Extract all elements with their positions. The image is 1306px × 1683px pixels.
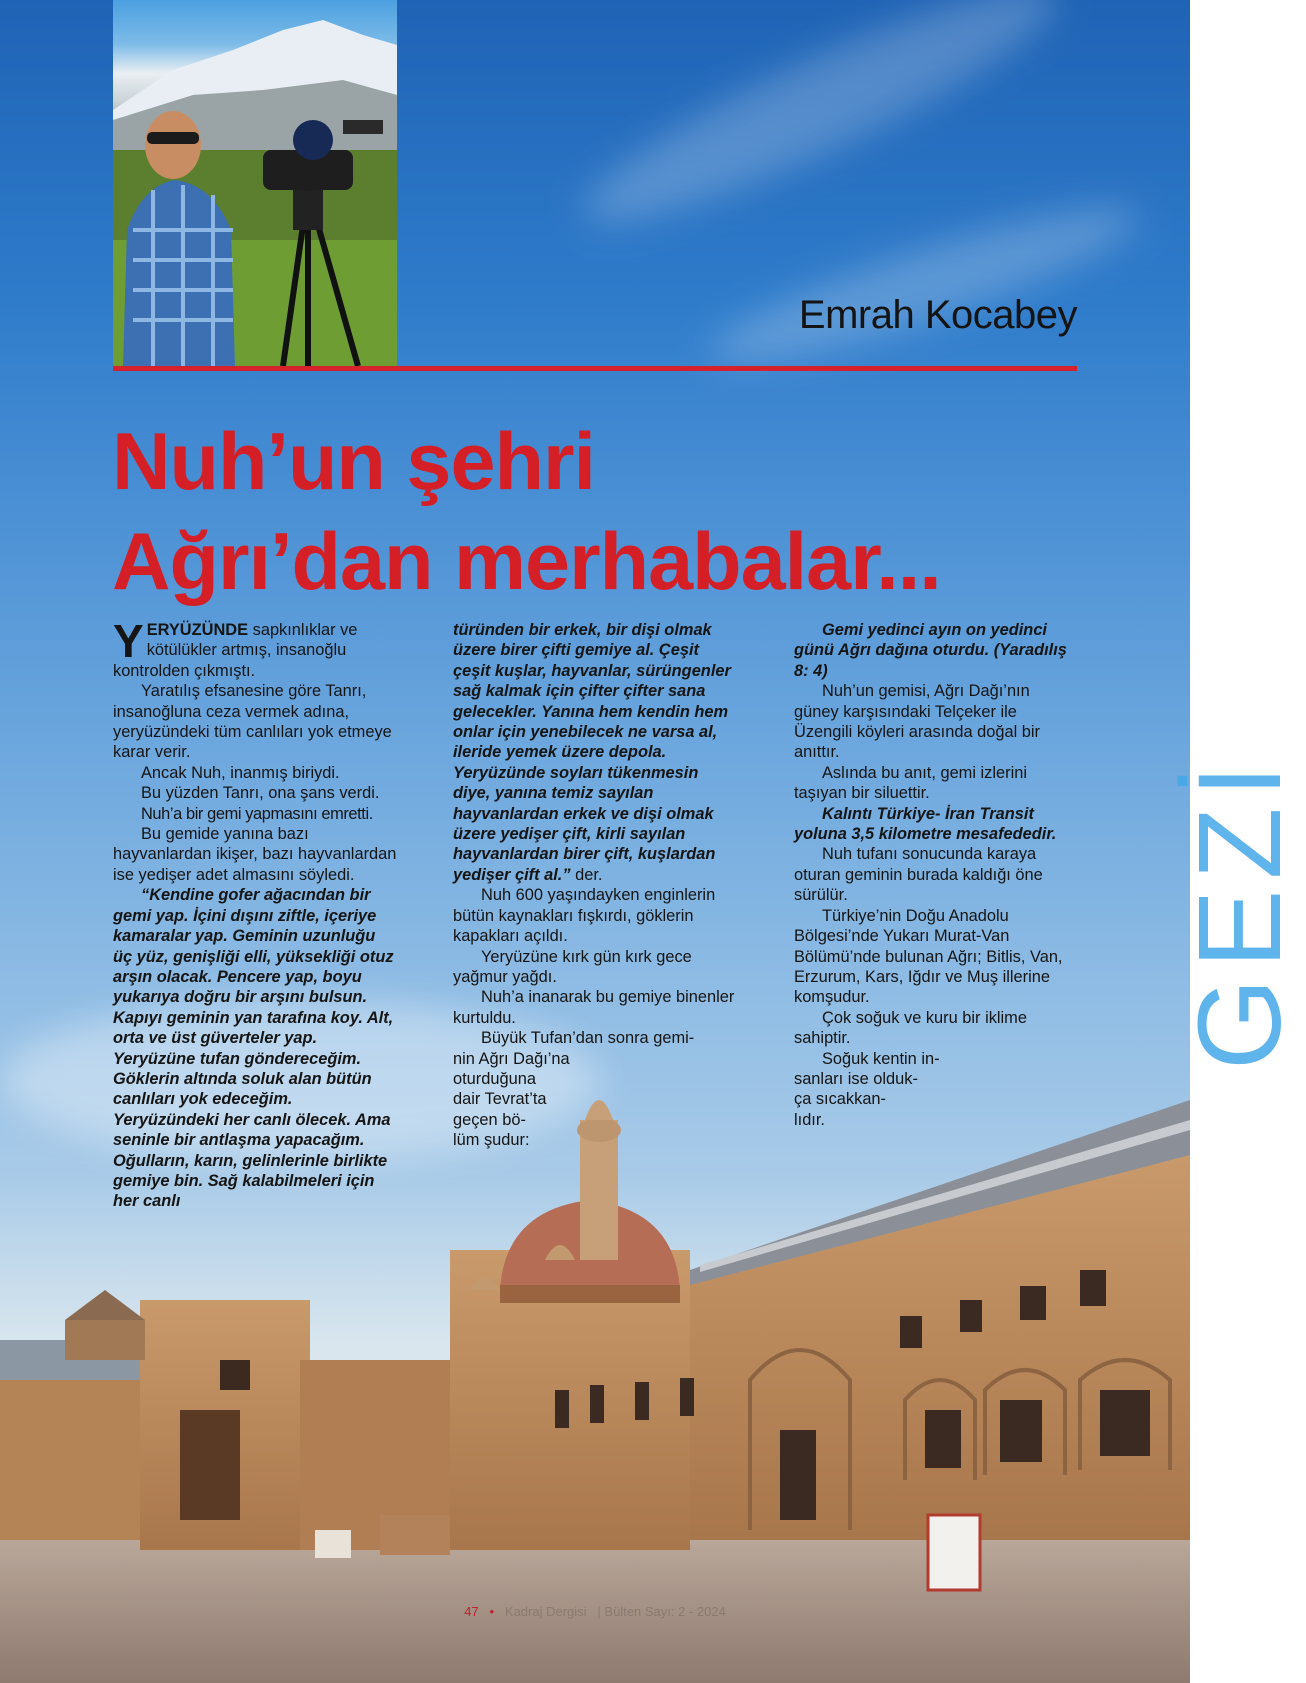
- paragraph-line: Büyük Tufan’dan sonra gemi-: [481, 1029, 695, 1048]
- paragraph: Çok soğuk ve kuru bir iklime sahiptir.: [794, 1008, 1027, 1048]
- footer-dot: •: [489, 1604, 495, 1619]
- lead-paragraph: [113, 615, 398, 681]
- author-name: Emrah Kocabey: [798, 293, 1077, 337]
- cloud-streak: [565, 0, 1074, 256]
- paragraph-line: Soğuk kentin in-: [822, 1049, 940, 1068]
- paragraph: Nuh 600 yaşındayken enginlerin bütün kaynakları fışkırdı, göklerin kapakları açıldı.: [453, 886, 716, 946]
- paragraph: Yeryüzüne kırk gün kırk gece yağmur yağdı.: [453, 947, 692, 986]
- paragraph-line: oturduğuna: [453, 1069, 536, 1088]
- quote-paragraph: Gemi yedinci ayın on yedinci günü Ağrı dağına oturdu. (Yaradılış 8: 4): [794, 621, 1067, 680]
- lead-text: sapkınlıklar ve kötülükler artmış, insanoğlu kontrolden çıkmıştı.: [113, 621, 358, 680]
- paragraph: Nuh tufanı sonucunda karaya oturan geminin burada kaldığı öne sürülür.: [794, 845, 1043, 905]
- paragraph: Kalıntı Türkiye- İran Transit yoluna 3,5 kilometre mesafededir.: [794, 804, 1057, 844]
- paragraph-line: nin Ağrı Dağı’na: [453, 1049, 570, 1068]
- page-number: 47: [464, 1604, 479, 1619]
- page-footer: [0, 1604, 1190, 1619]
- paragraph: Nuh’a bir gemi yapmasını emretti.: [141, 804, 373, 823]
- paragraph: Aslında bu anıt, gemi izlerini taşıyan bir siluettir.: [794, 763, 1027, 803]
- paragraph-line: geçen bö-: [453, 1110, 526, 1129]
- paragraph-line: sanları ise olduk-: [794, 1069, 918, 1088]
- quote-text: türünden bir erkek, bir dişi olmak üzere birer çifti gemiye al. Çeşit çeşit kuşlar, hayvanlar, sürüngenler sağ kalmak için çifter çifter sana gelecekler. Yanına hem kendin hem onlar için yenebilecek ne varsa al, ileride yemek üzere depola. Yeryüzünde soyları tükenmesin diye, yanına temiz sayılan hayvanlardan erkek ve dişi olmak üzere yedişer çift, kirli sayılan hayvanlardan birer çift, kuşlardan yedişer çift al.”: [453, 621, 731, 884]
- issue-info: | Bülten Sayı: 2 - 2024: [597, 1604, 726, 1619]
- paragraph: Ancak Nuh, inanmış biriydi.: [141, 763, 340, 782]
- paragraph-line: ça sıcakkan-: [794, 1090, 887, 1109]
- paragraph-line: lıdır.: [794, 1110, 825, 1129]
- lead-bold: ERYÜZÜNDE: [146, 621, 249, 639]
- header-rule: [113, 366, 1077, 371]
- quote-paragraph: [453, 620, 736, 885]
- quote-tail: der.: [570, 865, 603, 884]
- title-line-1: Nuh’un şehri: [112, 417, 596, 507]
- paragraph-line: dair Tevrat’ta: [453, 1090, 547, 1109]
- paragraph: Türkiye’nin Doğu Anadolu Bölgesi’nde Yukarı Murat-Van Bölümü’nde bulunan Ağrı; Bitlis, Van, Erzurum, Kars, Iğdır ve Muş illerine komşudur.: [794, 906, 1063, 1007]
- magazine-name: Kadraj Dergisi: [504, 1604, 587, 1619]
- paragraph: Nuh’un gemisi, Ağrı Dağı’nın güney karşısındaki Telçeker ile Üzengili köyleri arasında doğal bir anıttır.: [794, 682, 1040, 762]
- author-photo: [113, 0, 397, 366]
- article-title: [112, 412, 941, 612]
- paragraph: Nuh’a inanarak bu gemiye binenler kurtuldu.: [453, 988, 735, 1027]
- paragraph-line: lüm şudur:: [453, 1131, 530, 1150]
- section-label-text: GEZİ: [1174, 754, 1306, 1070]
- article-column-3: [794, 620, 1076, 1130]
- author-photo-image: [113, 0, 397, 366]
- paragraph: Bu gemide yanına bazı hayvanlardan ikişer, bazı hayvanlardan ise yedişer adet almasını söyledi.: [113, 825, 397, 884]
- cloud-streak: [700, 182, 1150, 388]
- section-label: [1080, 745, 1306, 1070]
- quote-paragraph: “Kendine gofer ağacından bir gemi yap. İçini dışını ziftle, içeriye kamaralar yap. Geminin uzunluğu üç yüz, genişliği elli, yüksekliği otuz arşın olacak. Pencere yap, boyu yukarıya doğru bir arşını bulsun. Kapıyı geminin yan tarafına koy. Alt, orta ve üst güverteler yap. Yeryüzüne tufan göndereceğim. Göklerin altında soluk alan bütün canlıları yok edeceğim. Yeryüzündeki her canlı ölecek. Ama seninle bir antlaşma yapacağım. Oğulların, karın, gelinlerinle birlikte gemiye bin. Sağ kalabilmeleri için her canlı: [113, 886, 394, 1211]
- palace-photo: [0, 1060, 1190, 1683]
- drop-cap: Y: [113, 615, 144, 667]
- title-line-2: Ağrı’dan merhabalar...: [112, 517, 941, 607]
- paragraph: Bu yüzden Tanrı, ona şans verdi.: [141, 784, 380, 803]
- paragraph: Yaratılış efsanesine göre Tanrı, insanoğluna ceza vermek adına, yeryüzündeki tüm canlıları yok etmeye karar verir.: [113, 682, 392, 762]
